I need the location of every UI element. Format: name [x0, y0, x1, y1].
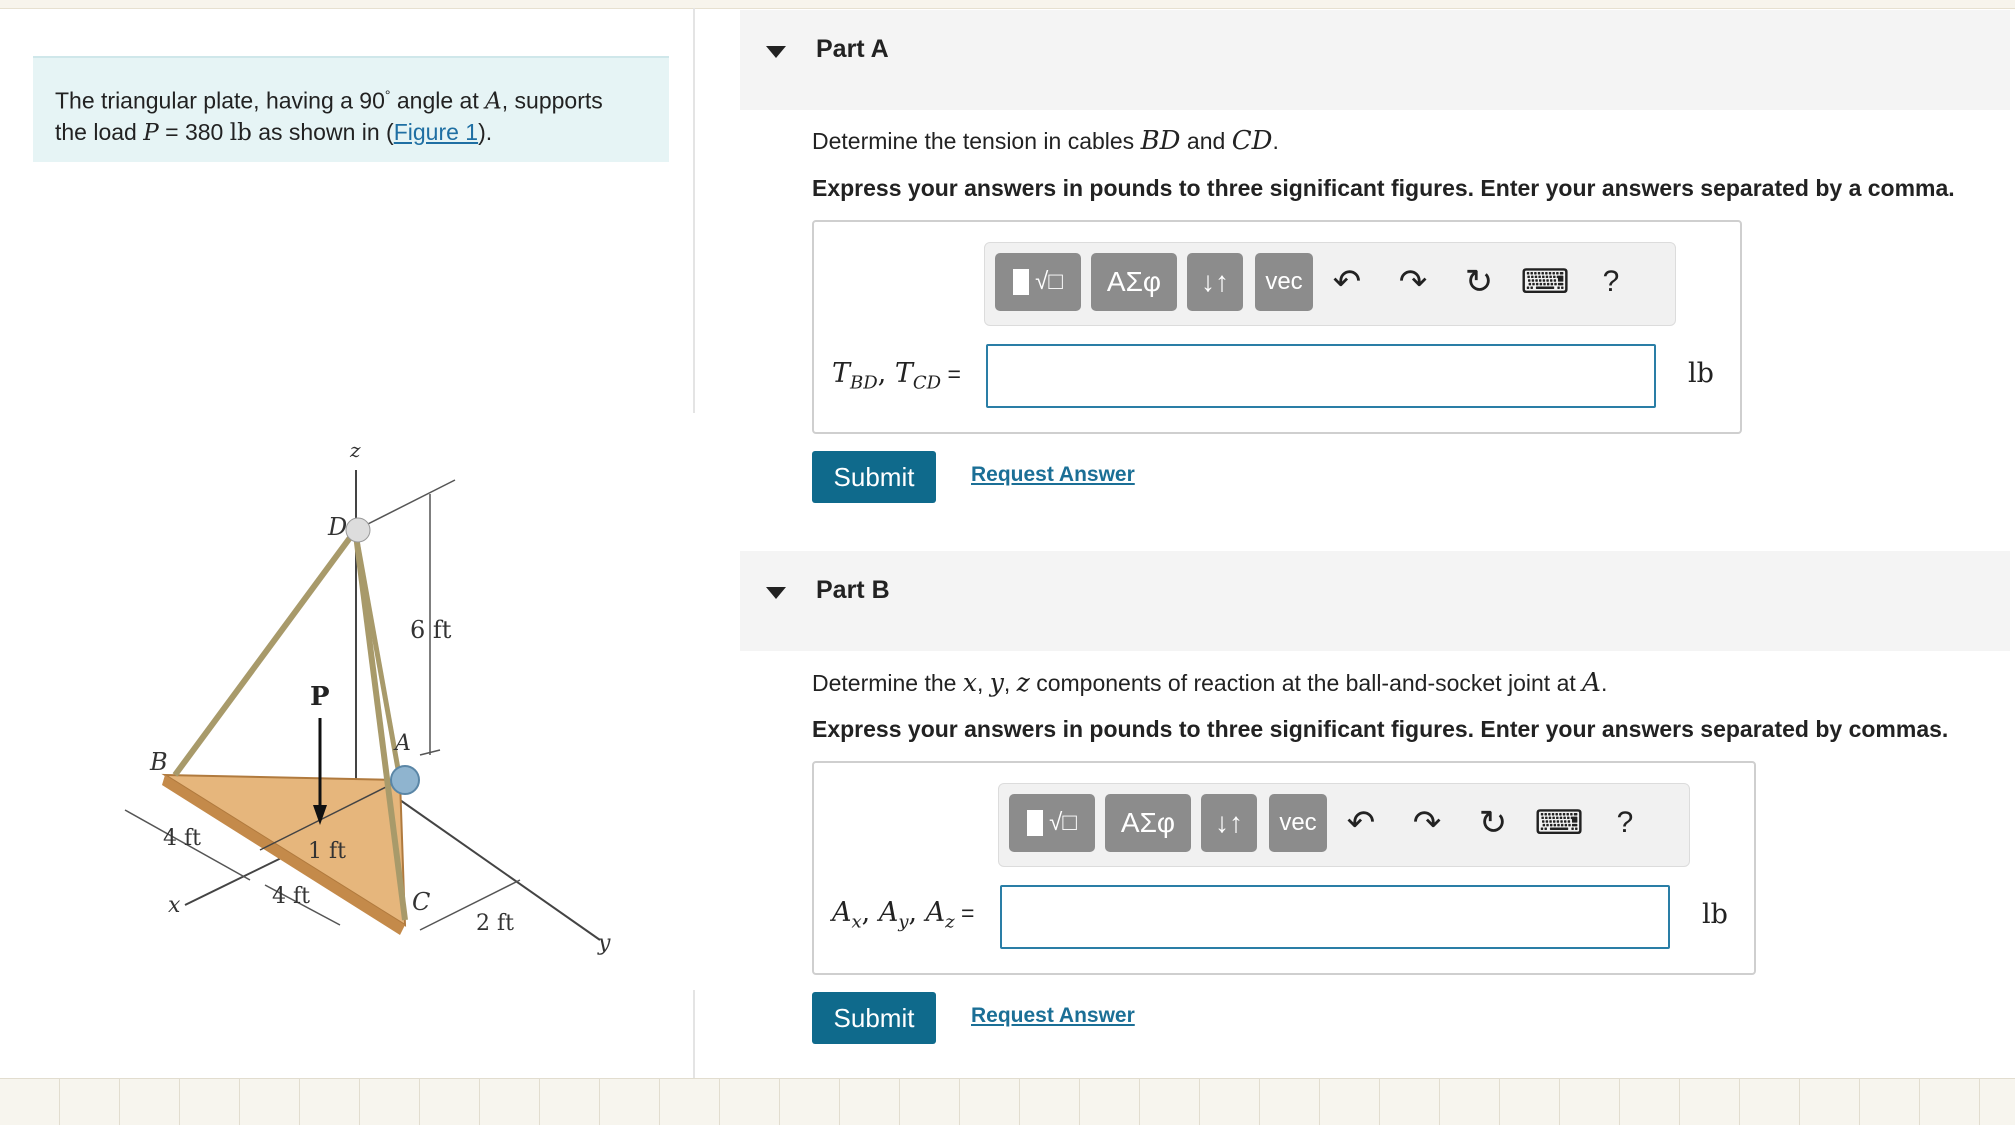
undo-icon[interactable]: ↶ [1346, 804, 1376, 842]
part-b-unit: lb [1702, 899, 1728, 930]
bottom-strip [0, 1078, 2015, 1125]
greek-symbols-button[interactable]: ΑΣφ [1091, 253, 1177, 311]
part-a-prompt: Determine the tension in cables BD and CD. [812, 126, 1279, 156]
subscript-superscript-button[interactable]: ↓↑ [1201, 794, 1257, 852]
problem-text: The triangular plate, having a 90 [55, 87, 385, 114]
part-b-answer-input[interactable] [1000, 885, 1670, 949]
label-4ft-1: 4 ft [163, 826, 201, 851]
label-A: A [395, 731, 411, 756]
part-a-answer-label: $T_{BD}$, $T_{CD}$ = [832, 358, 961, 394]
part-b-title: Part B [816, 576, 890, 604]
reset-icon[interactable]: ↻ [1464, 263, 1494, 301]
templates-button[interactable]: √□ [1009, 794, 1095, 852]
part-a-instruction: Express your answers in pounds to three significant figures. Enter your answers separated by a comma. [812, 175, 1955, 201]
label-D: D [328, 513, 348, 541]
vector-button[interactable]: vec [1255, 253, 1313, 311]
reset-icon[interactable]: ↻ [1478, 804, 1508, 842]
collapse-caret-icon[interactable] [766, 46, 786, 58]
help-icon[interactable]: ? [1602, 265, 1620, 298]
cable-BD [175, 535, 352, 775]
part-a-answer-box [812, 220, 1742, 434]
part-b-instruction: Express your answers in pounds to three significant figures. Enter your answers separated by commas. [812, 716, 1949, 742]
problem-statement: The triangular plate, having a 90° angle at A, supports the load P = 380 lb as shown in (Figure 1). [33, 56, 669, 162]
ball-socket-A [391, 766, 419, 794]
label-2ft: 2 ft [476, 911, 514, 936]
keyboard-icon[interactable]: ⌨ [1534, 804, 1584, 842]
figure-1 [100, 420, 660, 980]
part-a-answer-input[interactable] [986, 344, 1656, 408]
part-a-unit: lb [1688, 358, 1714, 389]
part-a-title: Part A [816, 35, 889, 63]
label-B: B [150, 748, 168, 776]
part-b-prompt: Determine the x, y, z components of reaction at the ball-and-socket joint at A. [812, 668, 1608, 698]
redo-icon[interactable]: ↷ [1398, 263, 1428, 301]
undo-icon[interactable]: ↶ [1332, 263, 1362, 301]
panel-divider [693, 8, 695, 413]
greek-symbols-button[interactable]: ΑΣφ [1105, 794, 1191, 852]
part-a-header[interactable] [740, 10, 2010, 110]
subscript-superscript-button[interactable]: ↓↑ [1187, 253, 1243, 311]
templates-button[interactable]: √□ [995, 253, 1081, 311]
help-icon[interactable]: ? [1616, 806, 1634, 839]
top-strip [0, 0, 2015, 9]
label-y: y [598, 931, 611, 956]
part-a-toolbar [984, 242, 1676, 326]
part-b-toolbar [998, 783, 1690, 867]
part-a-request-answer-link[interactable]: Request Answer [971, 463, 1135, 486]
vector-button[interactable]: vec [1269, 794, 1327, 852]
part-b-header[interactable] [740, 551, 2010, 651]
label-1ft: 1 ft [308, 839, 346, 864]
collapse-caret-icon[interactable] [766, 587, 786, 599]
figure-link[interactable]: Figure 1 [393, 118, 479, 145]
part-a-submit-button[interactable]: Submit [812, 451, 936, 503]
part-b-answer-label: $A_x$, $A_y$, $A_z$ = [832, 897, 975, 933]
panel-divider [693, 990, 695, 1078]
label-P: P [310, 682, 330, 712]
keyboard-icon[interactable]: ⌨ [1520, 263, 1570, 301]
label-z: z [350, 438, 361, 462]
label-C: C [412, 888, 431, 916]
label-x: x [168, 893, 181, 918]
redo-icon[interactable]: ↷ [1412, 804, 1442, 842]
label-4ft-2: 4 ft [272, 884, 310, 909]
part-b-answer-box [812, 761, 1756, 975]
label-6ft: 6 ft [410, 616, 452, 644]
part-b-submit-button[interactable]: Submit [812, 992, 936, 1044]
part-b-request-answer-link[interactable]: Request Answer [971, 1004, 1135, 1027]
